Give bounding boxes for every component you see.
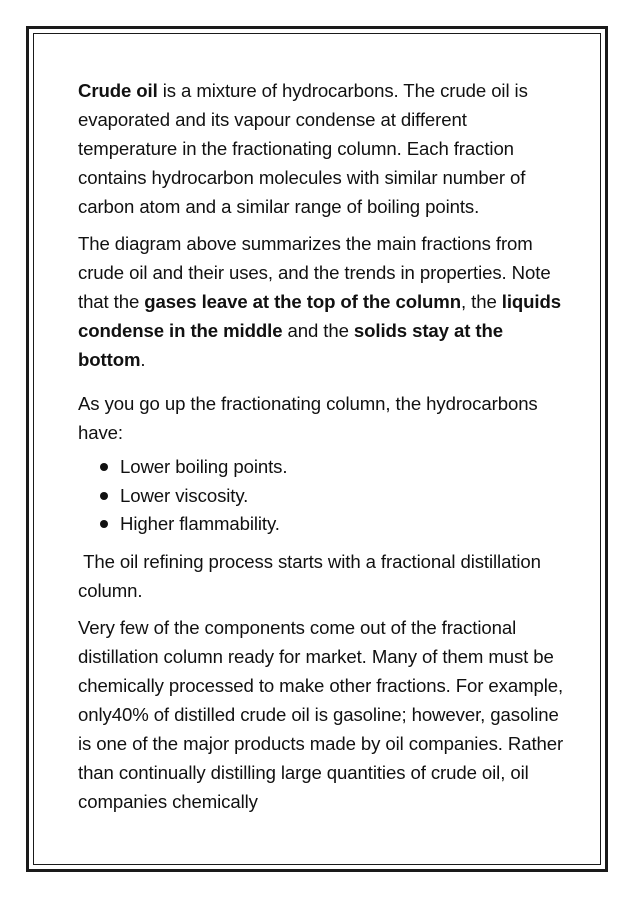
summary-text-2: , the [461,291,502,312]
paragraph-column-trends: As you go up the fractionating column, the hydrocarbons have: [78,393,538,443]
bullet-icon [100,463,108,471]
bullet-icon [100,520,108,528]
list-item-label: Lower boiling points. [120,456,288,477]
term-crude-oil: Crude oil [78,80,158,101]
summary-text-4: . [140,349,146,370]
paragraph-chemical-processing: Very few of the components come out of the fractional distillation column ready for market. Many of them must be chemically processed to make other fractions. For example, only40% of distilled crude oil is gasoline; however, gasoline is one of the major products made by oil companies. Rather than continually distilling large quantities of crude oil, oil companies chemically [78,616,564,812]
list-item-label: Higher flammability. [120,513,280,534]
bullet-icon [100,492,108,500]
list-item-label: Lower viscosity. [120,484,249,506]
summary-bold-gases: gases leave at the top of the column [144,291,461,312]
summary-text-3: and the [282,320,354,341]
list-item [78,453,568,482]
paragraph-crude-oil [78,76,568,221]
summary-bold-solids: solids stay at the bottom [78,320,503,370]
summary-bold-liquids: liquids condense in the middle [78,291,561,341]
paragraph-crude-oil-text: is a mixture of hydrocarbons. The crude oil is evaporated and its vapour condense at different temperature in the fractionating column. Each fraction contains hydrocarbon molecules with similar number of carbon atom and a similar range of boiling points. [78,80,528,217]
paragraph-refining-process: The oil refining process starts with a fractional distillation column. [78,550,546,601]
list-item [78,510,568,539]
list-item [78,482,568,511]
trend-list [78,453,568,539]
document-body [78,76,568,816]
paragraph-diagram-summary [78,229,568,374]
summary-text-1: The diagram above summarizes the main fractions from crude oil and their uses, and the trends in properties. Note that the [78,233,551,312]
